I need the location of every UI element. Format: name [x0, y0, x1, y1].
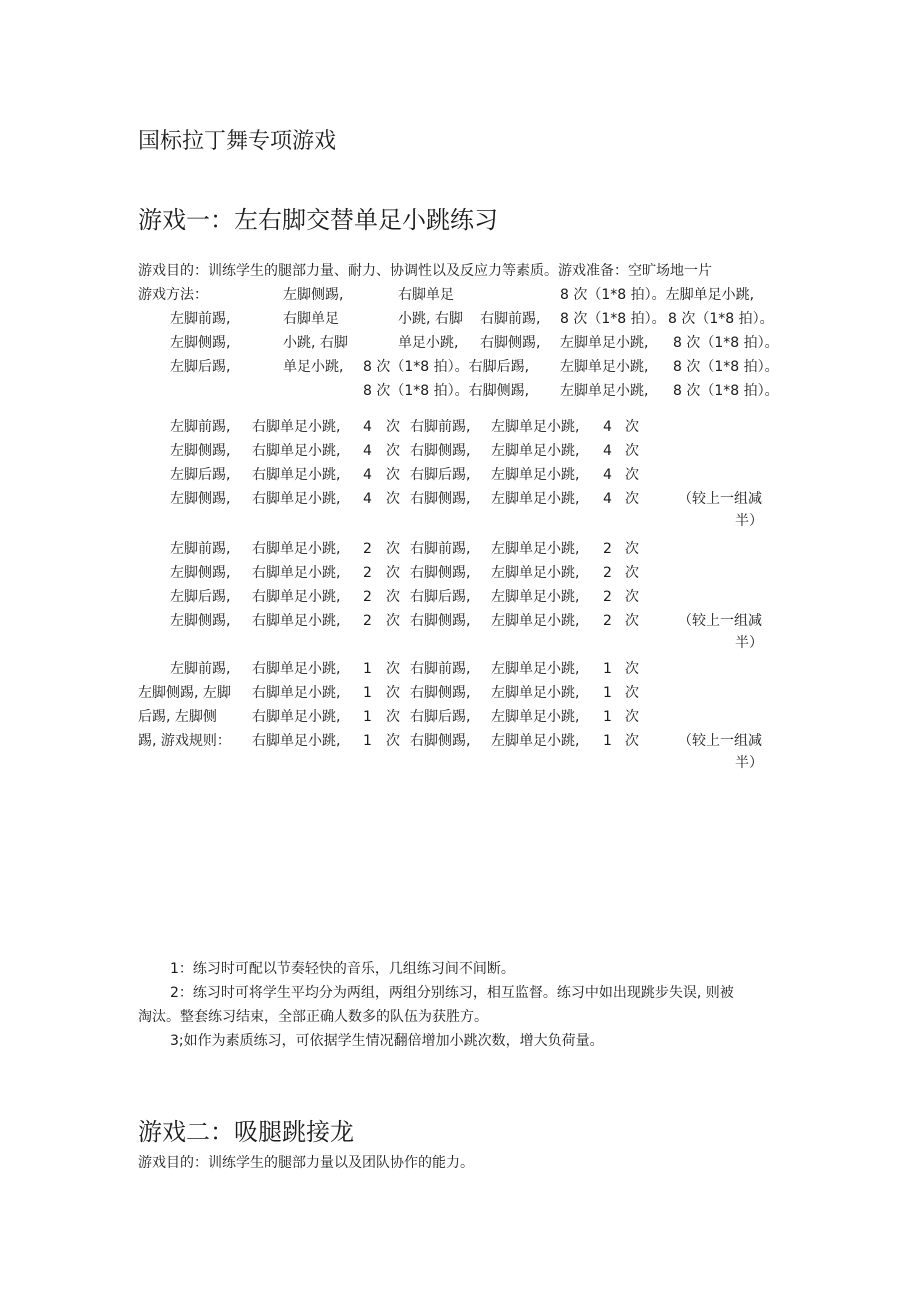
drill-cell: 右脚单足小跳, — [252, 733, 341, 749]
method-cell: 8 次（1*8 拍）。 — [560, 311, 666, 327]
drill-cell: 右脚单足小跳, — [252, 661, 341, 677]
method-cell: 小跳, 右脚 — [398, 311, 463, 327]
drill-cell: 次 — [386, 565, 400, 581]
drill-cell: 右脚单足小跳, — [252, 709, 341, 725]
drill-cell: 右脚侧踢, — [410, 613, 471, 629]
drill-cell: 左脚前踢, — [170, 419, 231, 435]
group-note: （较上一组减 — [678, 733, 762, 749]
rule-line: 3;如作为素质练习，可依据学生情况翻倍增加小跳次数，增大负荷量。 — [170, 1033, 604, 1049]
drill-cell: 2 — [603, 613, 612, 629]
drill-cell: 1 — [603, 685, 612, 701]
drill-cell: 踢, 游戏规则： — [138, 733, 231, 749]
drill-cell: 右脚单足小跳, — [252, 541, 341, 557]
drill-cell: 左脚单足小跳, — [491, 613, 580, 629]
method-cell: 8 次（1*8 拍）。右脚侧踢, — [363, 383, 530, 399]
drill-cell: 次 — [625, 661, 639, 677]
group-note: 半） — [735, 755, 763, 771]
method-cell: 右脚单足 — [283, 311, 339, 327]
drill-cell: 左脚侧踢, 左脚 — [138, 685, 231, 701]
method-cell: 8 次（1*8 拍）。 — [673, 383, 779, 399]
drill-cell: 次 — [625, 709, 639, 725]
drill-cell: 左脚后踢, — [170, 467, 231, 483]
drill-cell: 2 — [363, 541, 372, 557]
group-note: 半） — [735, 513, 763, 529]
drill-cell: 次 — [625, 565, 639, 581]
drill-cell: 左脚侧踢, — [170, 613, 231, 629]
method-cell: 左脚单足小跳, — [560, 335, 649, 351]
drill-cell: 左脚单足小跳, — [491, 733, 580, 749]
drill-cell: 右脚单足小跳, — [252, 613, 341, 629]
drill-cell: 2 — [363, 565, 372, 581]
drill-cell: 右脚前踢, — [410, 661, 471, 677]
method-cell: 左脚侧踢, — [283, 287, 344, 303]
group-note: 半） — [735, 635, 763, 651]
drill-cell: 次 — [386, 709, 400, 725]
drill-cell: 左脚单足小跳, — [491, 467, 580, 483]
game1-heading: 游戏一：左右脚交替单足小跳练习 — [138, 206, 498, 234]
rule-line: 2：练习时可将学生平均分为两组，两组分别练习，相互监督。练习中如出现跳步失误, 则被 — [170, 985, 734, 1001]
drill-cell: 4 — [363, 443, 372, 459]
rule-line: 淘汰。整套练习结束，全部正确人数多的队伍为获胜方。 — [138, 1009, 488, 1025]
drill-cell: 左脚单足小跳, — [491, 541, 580, 557]
drill-cell: 后踢, 左脚侧 — [138, 709, 217, 725]
drill-cell: 左脚单足小跳, — [491, 443, 580, 459]
drill-cell: 右脚后踢, — [410, 467, 471, 483]
drill-cell: 左脚单足小跳, — [491, 709, 580, 725]
drill-cell: 次 — [625, 443, 639, 459]
drill-cell: 右脚后踢, — [410, 589, 471, 605]
method-cell: 左脚单足小跳, — [560, 359, 649, 375]
drill-cell: 次 — [386, 419, 400, 435]
drill-cell: 次 — [386, 733, 400, 749]
drill-cell: 次 — [625, 491, 639, 507]
drill-cell: 右脚单足小跳, — [252, 491, 341, 507]
drill-cell: 左脚单足小跳, — [491, 419, 580, 435]
drill-cell: 左脚单足小跳, — [491, 491, 580, 507]
drill-cell: 左脚前踢, — [170, 541, 231, 557]
drill-cell: 次 — [386, 467, 400, 483]
drill-cell: 左脚单足小跳, — [491, 685, 580, 701]
drill-cell: 右脚单足小跳, — [252, 589, 341, 605]
drill-cell: 左脚侧踢, — [170, 443, 231, 459]
method-cell: 右脚侧踢, — [480, 335, 541, 351]
drill-cell: 次 — [625, 685, 639, 701]
drill-cell: 左脚侧踢, — [170, 565, 231, 581]
method-cell: 8 次（1*8 拍）。 — [673, 335, 779, 351]
drill-cell: 左脚单足小跳, — [491, 589, 580, 605]
drill-cell: 1 — [363, 733, 372, 749]
drill-cell: 次 — [386, 613, 400, 629]
method-cell: 小跳, 右脚 — [283, 335, 348, 351]
drill-cell: 4 — [363, 467, 372, 483]
drill-cell: 次 — [625, 733, 639, 749]
drill-cell: 右脚单足小跳, — [252, 467, 341, 483]
drill-cell: 1 — [603, 661, 612, 677]
drill-cell: 次 — [625, 467, 639, 483]
drill-cell: 次 — [625, 589, 639, 605]
method-cell: 8 次（1*8 拍）。 — [668, 311, 774, 327]
method-cell: 游戏方法： — [138, 287, 208, 303]
drill-cell: 左脚单足小跳, — [491, 565, 580, 581]
drill-cell: 4 — [603, 419, 612, 435]
drill-cell: 2 — [363, 589, 372, 605]
method-cell: 游戏目的：训练学生的腿部力量、耐力、协调性以及反应力等素质。游戏准备：空旷场地一片 — [138, 263, 712, 279]
drill-cell: 1 — [363, 685, 372, 701]
game2-heading: 游戏二：吸腿跳接龙 — [138, 1118, 354, 1146]
drill-cell: 1 — [603, 733, 612, 749]
drill-cell: 4 — [363, 491, 372, 507]
drill-cell: 2 — [603, 565, 612, 581]
drill-cell: 次 — [386, 685, 400, 701]
drill-cell: 右脚后踢, — [410, 709, 471, 725]
drill-cell: 2 — [603, 589, 612, 605]
drill-cell: 右脚单足小跳, — [252, 685, 341, 701]
method-cell: 左脚侧踢, — [170, 335, 231, 351]
drill-cell: 次 — [386, 661, 400, 677]
drill-cell: 右脚侧踢, — [410, 685, 471, 701]
drill-cell: 次 — [625, 613, 639, 629]
drill-cell: 右脚侧踢, — [410, 443, 471, 459]
group-note: （较上一组减 — [678, 491, 762, 507]
drill-cell: 左脚前踢, — [170, 661, 231, 677]
method-cell: 右脚单足 — [398, 287, 454, 303]
drill-cell: 1 — [363, 661, 372, 677]
drill-cell: 2 — [603, 541, 612, 557]
method-cell: 左脚前踢, — [170, 311, 231, 327]
drill-cell: 左脚侧踢, — [170, 491, 231, 507]
drill-cell: 4 — [603, 491, 612, 507]
drill-cell: 右脚前踢, — [410, 541, 471, 557]
group-note: （较上一组减 — [678, 613, 762, 629]
drill-cell: 右脚单足小跳, — [252, 443, 341, 459]
method-cell: 8 次（1*8 拍）。 — [673, 359, 779, 375]
drill-cell: 4 — [363, 419, 372, 435]
drill-cell: 次 — [625, 419, 639, 435]
drill-cell: 左脚后踢, — [170, 589, 231, 605]
drill-cell: 右脚侧踢, — [410, 491, 471, 507]
method-cell: 左脚单足小跳, — [560, 383, 649, 399]
drill-cell: 右脚单足小跳, — [252, 419, 341, 435]
game2-purpose: 游戏目的：训练学生的腿部力量以及团队协作的能力。 — [138, 1155, 474, 1171]
method-cell: 左脚后踢, — [170, 359, 231, 375]
drill-cell: 次 — [386, 491, 400, 507]
rule-line: 1：练习时可配以节奏轻快的音乐，几组练习间不间断。 — [170, 961, 515, 977]
drill-cell: 次 — [386, 589, 400, 605]
drill-cell: 右脚单足小跳, — [252, 565, 341, 581]
drill-cell: 1 — [603, 709, 612, 725]
method-cell: 8 次（1*8 拍）。左脚单足小跳, — [560, 287, 755, 303]
method-cell: 8 次（1*8 拍）。右脚后踢, — [363, 359, 530, 375]
method-cell: 右脚前踢, — [480, 311, 541, 327]
drill-cell: 右脚侧踢, — [410, 733, 471, 749]
method-cell: 单足小跳, — [283, 359, 344, 375]
drill-cell: 次 — [386, 443, 400, 459]
drill-cell: 右脚前踢, — [410, 419, 471, 435]
drill-cell: 次 — [386, 541, 400, 557]
drill-cell: 4 — [603, 467, 612, 483]
drill-cell: 次 — [625, 541, 639, 557]
drill-cell: 4 — [603, 443, 612, 459]
method-cell: 单足小跳, — [398, 335, 459, 351]
document-title: 国标拉丁舞专项游戏 — [138, 129, 337, 154]
drill-cell: 右脚侧踢, — [410, 565, 471, 581]
drill-cell: 2 — [363, 613, 372, 629]
drill-cell: 1 — [363, 709, 372, 725]
drill-cell: 左脚单足小跳, — [491, 661, 580, 677]
